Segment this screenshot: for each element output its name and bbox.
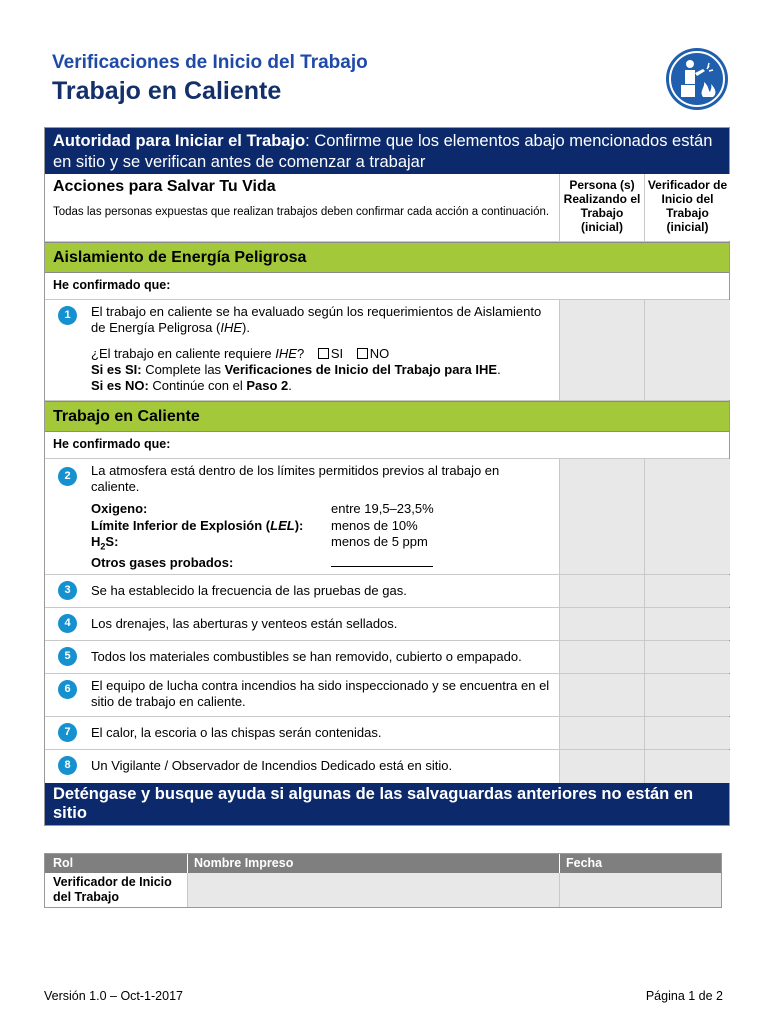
checklist-item-2	[45, 459, 729, 575]
gas-limits	[91, 501, 551, 572]
checklist-item-1	[45, 300, 729, 401]
authority-text: : Confirme que los elementos abajo mencionados están en sitio y se verifican antes de comenzar a trabajar	[53, 132, 713, 171]
header-role: Rol	[53, 856, 74, 870]
item-4-text: Los drenajes, las aberturas y venteos están sellados.	[91, 616, 398, 631]
checklist-item-7	[45, 717, 729, 750]
checklist-item-3	[45, 575, 729, 608]
confirm-label: He confirmado que:	[45, 273, 729, 300]
initials-cell-workers[interactable]	[559, 674, 644, 716]
actions-title: Acciones para Salvar Tu Vida	[53, 178, 276, 195]
actions-description: Todas las personas expuestas que realizan trabajos deben confirmar cada acción a continuación.	[53, 206, 550, 218]
checklist-item-4	[45, 608, 729, 641]
h2s-value: menos de 5 ppm	[331, 534, 428, 549]
lel-label: Límite Inferior de Explosión (LEL):	[91, 517, 304, 533]
item-8-text: Un Vigilante / Observador de Incendios Dedicado está en sitio.	[91, 758, 453, 773]
role-label: Verificador de Inicio del Trabajo	[53, 875, 172, 904]
checklist-form	[44, 127, 730, 826]
step-number-6: 6	[58, 680, 77, 699]
oxygen-label: Oxigeno:	[91, 501, 148, 516]
initials-cell-workers[interactable]	[559, 717, 644, 749]
column-header-verifier: Verificador de Inicio del Trabajo (inicial)	[644, 174, 730, 241]
other-gases-label: Otros gases probados:	[91, 555, 234, 571]
section-title-energy-isolation: Aislamiento de Energía Peligrosa	[45, 242, 729, 273]
item-5-text: Todos los materiales combustibles se han removido, cubierto o empapado.	[91, 649, 522, 664]
yes-checkbox[interactable]	[318, 348, 329, 359]
no-label: NO	[369, 346, 390, 361]
column-header-workers: Persona (s) Realizando el Trabajo (inicial)	[559, 174, 644, 241]
checklist-item-6	[45, 674, 729, 717]
h2s-label: $H_2S$:	[91, 534, 119, 552]
page-title: Trabajo en Caliente	[52, 77, 282, 105]
signature-header	[45, 854, 721, 873]
initials-cell-verifier[interactable]	[644, 459, 730, 574]
initials-cell-verifier[interactable]	[644, 641, 730, 673]
step-number-2: 2	[58, 467, 77, 486]
other-gases-field[interactable]	[331, 555, 433, 567]
item-1-question: ¿El trabajo en caliente requiere IHE? SI NO	[91, 346, 390, 361]
initials-cell-workers[interactable]	[559, 750, 644, 783]
item-7-text: El calor, la escoria o las chispas serán contenidas.	[91, 725, 382, 740]
step-number-8: 8	[58, 756, 77, 775]
authority-banner	[45, 128, 729, 174]
step-number-3: 3	[58, 581, 77, 600]
item-2-text: La atmosfera está dentro de los límites permitidos previos al trabajo en caliente.	[91, 463, 500, 494]
stop-work-banner: Deténgase y busque ayuda si algunas de las salvaguardas anteriores no están en sitio	[45, 783, 729, 825]
initials-cell-workers[interactable]	[559, 300, 644, 400]
signature-row	[45, 873, 721, 907]
actions-header-row	[45, 174, 729, 242]
step-number-5: 5	[58, 647, 77, 666]
checklist-item-8	[45, 750, 729, 783]
step-number-4: 4	[58, 614, 77, 633]
page-subtitle: Verificaciones de Inicio del Trabajo	[52, 52, 368, 73]
printed-name-field[interactable]	[187, 873, 559, 907]
initials-cell-workers[interactable]	[559, 641, 644, 673]
initials-cell-verifier[interactable]	[644, 608, 730, 640]
no-checkbox[interactable]	[357, 348, 368, 359]
initials-cell-workers[interactable]	[559, 575, 644, 607]
section-title-hot-work: Trabajo en Caliente	[45, 401, 729, 432]
page-number: Página 1 de 2	[645, 989, 723, 1003]
initials-cell-verifier[interactable]	[644, 575, 730, 607]
initials-cell-verifier[interactable]	[644, 750, 730, 783]
version-footer: Versión 1.0 – Oct-1-2017	[44, 989, 183, 1003]
yes-label: SI	[330, 346, 344, 361]
authority-label: Autoridad para Iniciar el Trabajo	[53, 132, 306, 150]
initials-cell-verifier[interactable]	[644, 674, 730, 716]
lel-value: menos de 10%	[331, 517, 418, 533]
hot-work-safety-icon	[665, 47, 729, 111]
item-1-text: El trabajo en caliente se ha evaluado según los requerimientos de Aislamiento de Energía Peligrosa (IHE).	[91, 304, 542, 335]
initials-cell-workers[interactable]	[559, 459, 644, 574]
initials-cell-verifier[interactable]	[644, 717, 730, 749]
step-number-1: 1	[58, 306, 77, 325]
item-1-if-yes: Si es SI: Complete las Verificaciones de Inicio del Trabajo para IHE.	[91, 362, 501, 377]
date-field[interactable]	[559, 873, 721, 907]
item-1-if-no: Si es NO: Continúe con el Paso 2.	[91, 378, 292, 393]
item-3-text: Se ha establecido la frecuencia de las pruebas de gas.	[91, 583, 407, 598]
initials-cell-verifier[interactable]	[644, 300, 730, 400]
header-date: Fecha	[559, 854, 721, 873]
signature-table	[44, 853, 722, 908]
checklist-item-5	[45, 641, 729, 674]
oxygen-value: entre 19,5–23,5%	[331, 501, 434, 516]
header-printed-name: Nombre Impreso	[187, 854, 559, 873]
confirm-label: He confirmado que:	[45, 432, 729, 459]
step-number-7: 7	[58, 723, 77, 742]
item-6-text: El equipo de lucha contra incendios ha sido inspeccionado y se encuentra en el sitio de trabajo en caliente.	[91, 678, 550, 709]
initials-cell-workers[interactable]	[559, 608, 644, 640]
